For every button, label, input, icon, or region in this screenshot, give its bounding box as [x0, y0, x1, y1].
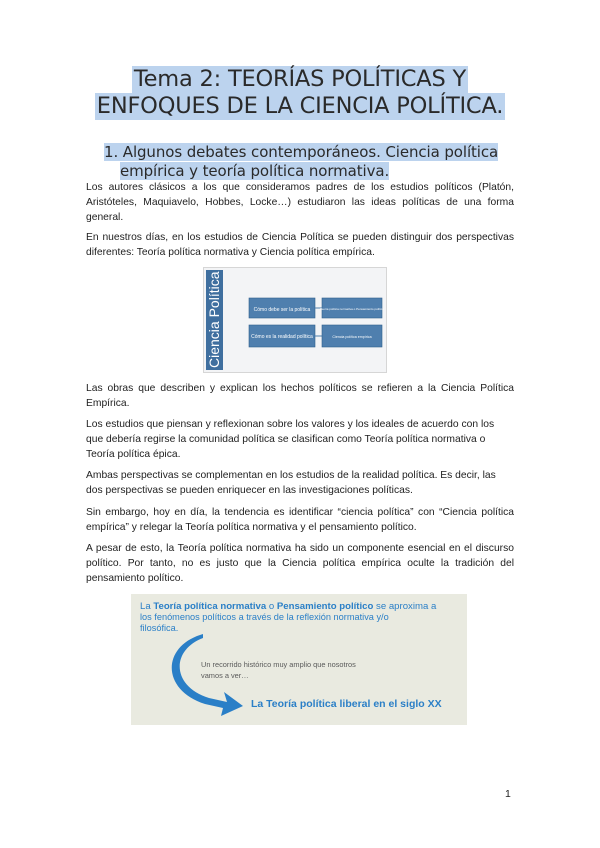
- slide-intro-line-3: filosófica.: [140, 623, 179, 633]
- diagram-box-debe-ser-label: Cómo debe ser la política: [253, 307, 311, 313]
- paragraph-3: Las obras que describen y explican los hechos políticos se refieren a la Ciencia Política Empírica.: [86, 383, 514, 409]
- page-title: [60, 66, 540, 120]
- slide-text-bold-2: Pensamiento político: [276, 601, 374, 612]
- slide-mid-line-2: vamos a ver…: [201, 671, 249, 680]
- section-heading: [104, 143, 524, 181]
- section-heading-line-1: 1. Algunos debates contemporáneos. Ciencia política: [104, 143, 499, 161]
- diagram-box-es-realidad-label: Cómo es la realidad política: [251, 334, 313, 340]
- title-line-1: Tema 2: TEORÍAS POLÍTICAS Y: [133, 66, 467, 92]
- slide-text-part-2: o: [266, 601, 277, 612]
- teoria-politica-slide: [131, 594, 467, 725]
- page-number: 1: [505, 788, 511, 800]
- paragraph-2: En nuestros días, en los estudios de Ciencia Política se pueden distinguir dos perspectivas diferentes: Teoría política normativa y Ciencia política empírica.: [86, 232, 514, 258]
- paragraph-4: Los estudios que piensan y reflexionan sobre los valores y los ideales de acuerdo con los que debería regirse la comunidad política se clasifican como Teoría política normativa o Teoría política épica.: [86, 419, 495, 460]
- slide-intro-line-1: [140, 601, 437, 612]
- slide-text-bold-1: Teoría política normativa: [153, 601, 267, 612]
- slide-intro-line-2: los fenómenos políticos a través de la reflexión normativa y/o: [140, 612, 389, 622]
- slide-mid-line-1: Un recorrido histórico muy amplio que nosotros: [201, 660, 356, 669]
- paragraph-7: A pesar de esto, la Teoría política normativa ha sido un componente esencial en el discurso político. Por tanto, no es justo que la Ciencia política empírica oculte la tradición del pensamiento político.: [86, 543, 514, 584]
- paragraph-6: Sin embargo, hoy en día, la tendencia es identificar “ciencia política” con “Ciencia política empírica” y relegar la Teoría política normativa y el pensamiento político.: [86, 507, 514, 533]
- diagram-box-normativa-label: Teoría política normativa o Pensamiento político: [320, 307, 384, 311]
- paragraph-5: Ambas perspectivas se complementan en los estudios de la realidad política. Es decir, las dos perspectivas se pueden enriquecer en las investigaciones políticas.: [86, 470, 496, 496]
- paragraph-1: Los autores clásicos a los que consideramos padres de los estudios políticos (Platón, Aristóteles, Maquiavelo, Hobbes, Locke…) estudiaron las ideas políticas de una forma general.: [86, 182, 514, 223]
- slide-text-part-1: La: [140, 601, 154, 612]
- diagram-box-empirica-label: Ciencia política empírica: [332, 335, 372, 339]
- diagram-vertical-label: Ciencia Política: [206, 271, 222, 368]
- title-line-2: ENFOQUES DE LA CIENCIA POLÍTICA.: [96, 93, 504, 119]
- section-heading-line-2: empírica y teoría política normativa.: [120, 162, 390, 180]
- slide-text-part-3: se aproxima a: [373, 601, 437, 612]
- slide-bottom-label: La Teoría política liberal en el siglo XX: [251, 698, 442, 710]
- ciencia-politica-diagram: [203, 267, 387, 373]
